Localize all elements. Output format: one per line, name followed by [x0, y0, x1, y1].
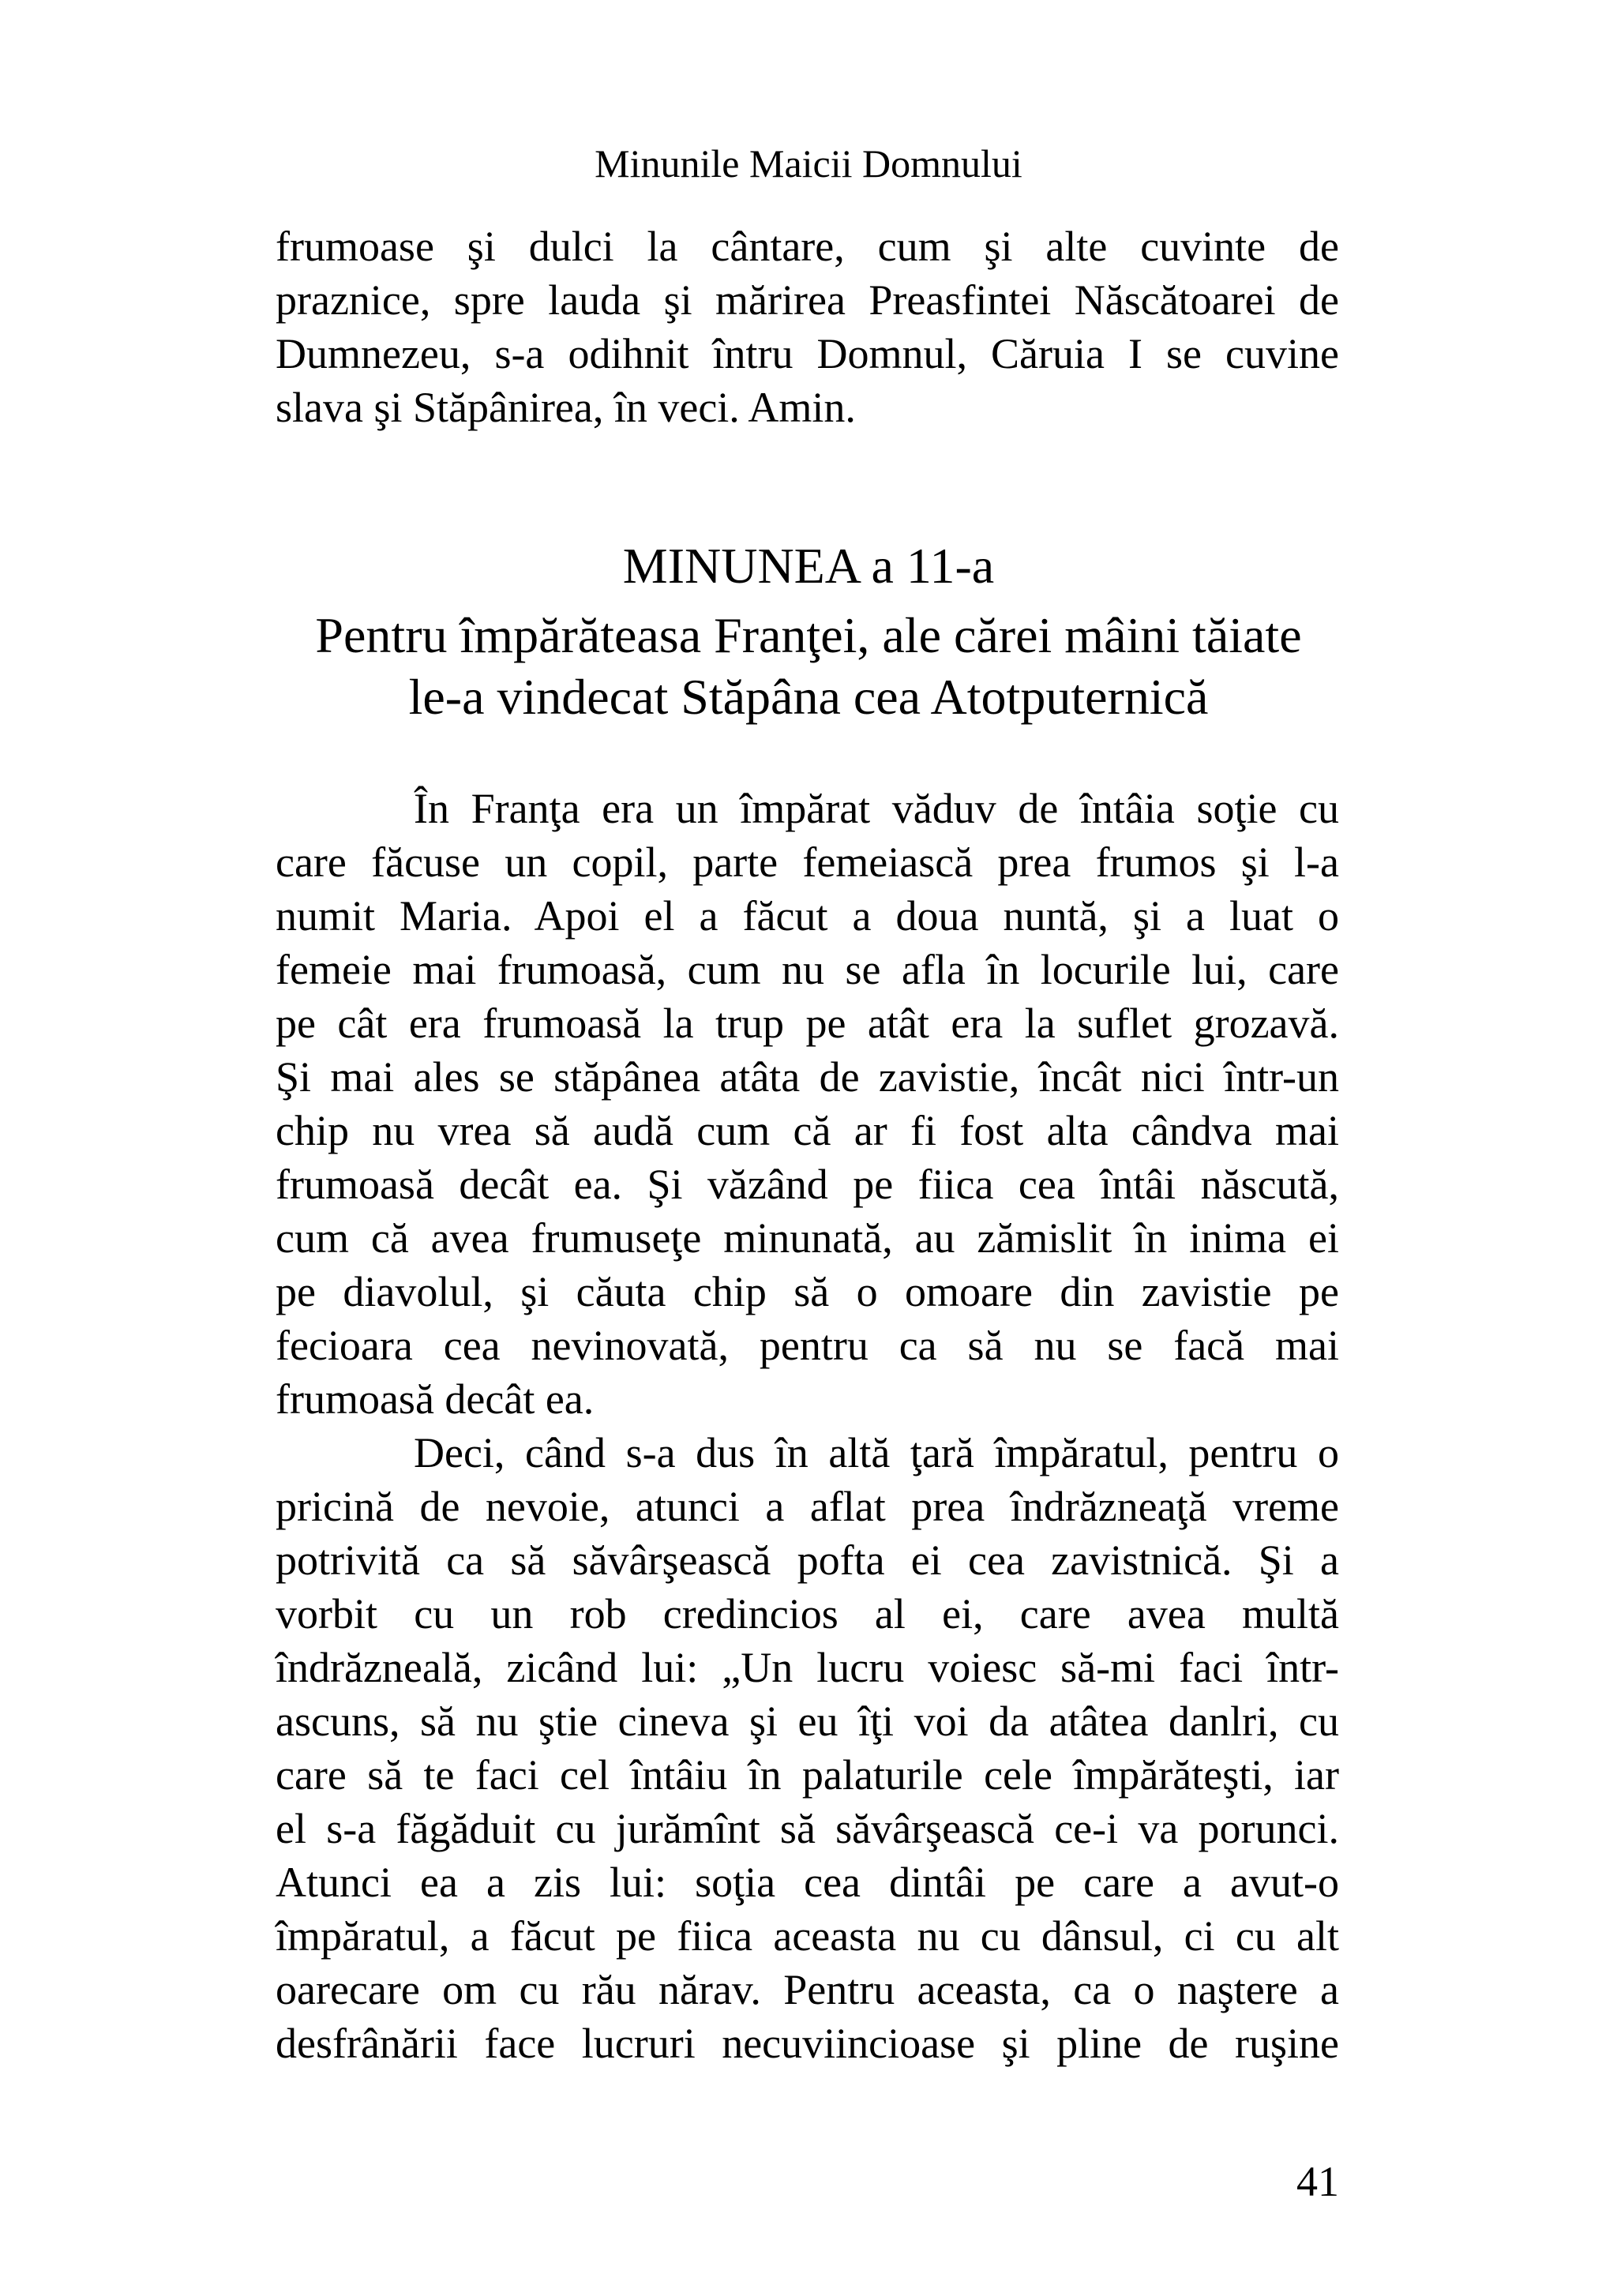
text-line: pricină de nevoie, atunci a aflat prea îndrăzneaţă vreme	[276, 1483, 1339, 1530]
chapter-subtitle-line: Pentru împărăteasa Franţei, ale cărei mâini tăiate	[315, 607, 1302, 663]
text-line: desfrânării face lucruri necuviincioase şi pline de ruşine	[276, 2020, 1339, 2067]
chapter-heading: MINUNEA a 11-a	[622, 538, 995, 594]
text-line: pe cât era frumoasă la trup pe atât era la suflet grozavă.	[276, 1000, 1339, 1047]
text-line: femeie mai frumoasă, cum nu se afla în locurile lui, care	[276, 946, 1339, 993]
text-line: el s-a făgăduit cu jurămînt să săvârşească ce-i va porunci.	[276, 1805, 1339, 1852]
text-line: ascuns, să nu ştie cineva şi eu îţi voi da atâtea danlri, cu	[276, 1698, 1339, 1745]
text-line: praznice, spre lauda şi mărirea Preasfintei Născătoarei de	[276, 276, 1339, 324]
text-line: frumoasă decât ea.	[276, 1375, 595, 1423]
text-line: În Franţa era un împărat văduv de întâia soţie cu	[414, 785, 1339, 832]
text-line: cum că avea frumuseţe minunată, au zămislit în inima ei	[276, 1214, 1339, 1262]
text-line: pe diavolul, şi căuta chip să o omoare din zavistie pe	[276, 1268, 1339, 1315]
text-line: care să te faci cel întâiu în palaturile cele împărăteşti, iar	[276, 1751, 1339, 1799]
text-line: frumoasă decât ea. Şi văzând pe fiica cea întâi născută,	[276, 1161, 1339, 1208]
text-line: Şi mai ales se stăpânea atâta de zavistie, încât nici într-un	[276, 1053, 1339, 1101]
text-line: Atunci ea a zis lui: soţia cea dintâi pe care a avut-o	[276, 1859, 1339, 1906]
running-header: Minunile Maicii Domnului	[595, 141, 1022, 186]
text-line: fecioara cea nevinovată, pentru ca să nu se facă mai	[276, 1322, 1339, 1369]
text-line: care făcuse un copil, parte femeiască prea frumos şi l-a	[276, 838, 1339, 886]
text-line: chip nu vrea să audă cum că ar fi fost alta cândva mai	[276, 1107, 1339, 1154]
text-line: îndrăzneală, zicând lui: „Un lucru voiesc să-mi faci într-	[276, 1644, 1339, 1691]
text-line: numit Maria. Apoi el a făcut a doua nuntă, şi a luat o	[276, 892, 1339, 940]
text-line: oarecare om cu rău nărav. Pentru aceasta, ca o naştere a	[276, 1966, 1339, 2013]
text-line: potrivită ca să săvârşească pofta ei cea zavistnică. Şi a	[276, 1536, 1339, 1584]
text-line: Deci, când s-a dus în altă ţară împăratul, pentru o	[414, 1429, 1339, 1476]
page-number: 41	[1296, 2158, 1339, 2205]
text-line: vorbit cu un rob credincios al ei, care avea multă	[276, 1590, 1339, 1638]
chapter-subtitle-line: le-a vindecat Stăpâna cea Atotputernică	[408, 669, 1209, 725]
text-line: împăratul, a făcut pe fiica aceasta nu cu dânsul, ci cu alt	[276, 1912, 1339, 1960]
text-line: Dumnezeu, s-a odihnit întru Domnul, Căruia I se cuvine	[276, 330, 1339, 377]
text-line: frumoase şi dulci la cântare, cum şi alte cuvinte de	[276, 223, 1339, 270]
text-line: slava şi Stăpânirea, în veci. Amin.	[276, 384, 856, 431]
